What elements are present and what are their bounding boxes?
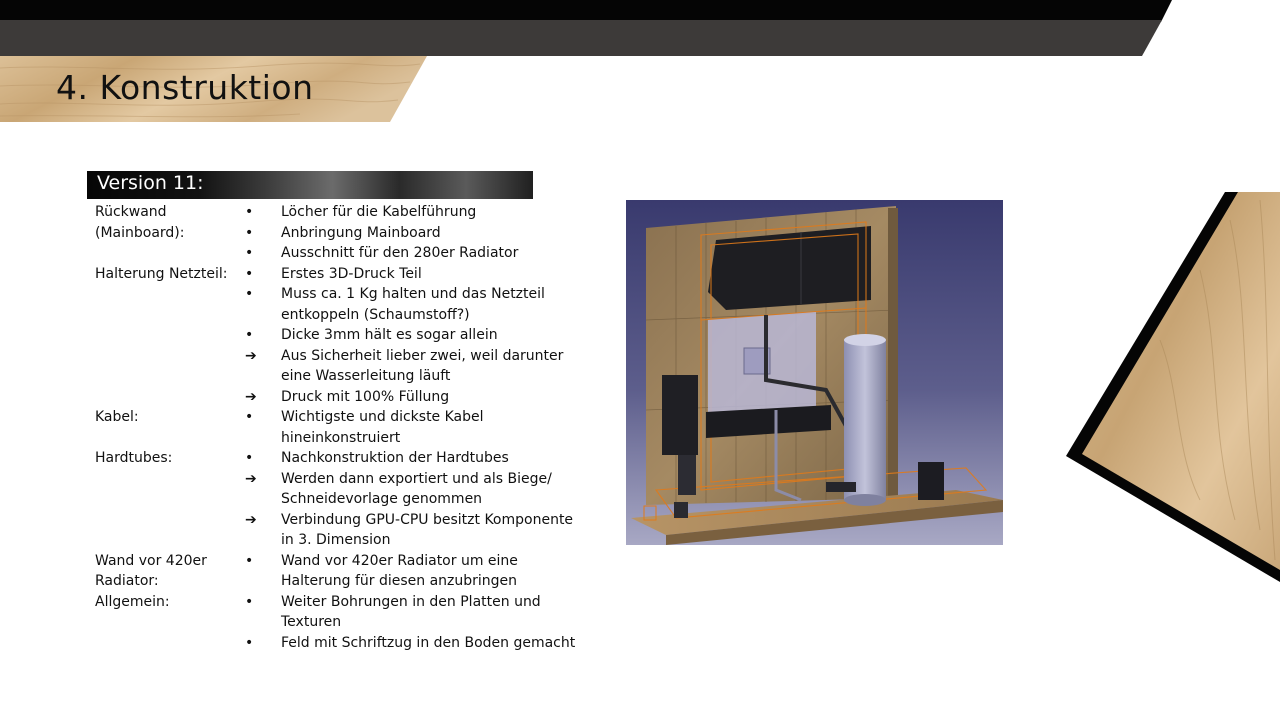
row-category — [95, 325, 245, 346]
content-row — [95, 571, 595, 592]
bullet-icon: • — [245, 204, 254, 220]
content-row — [95, 366, 595, 387]
bullet-placeholder — [245, 530, 281, 551]
content-row — [95, 223, 595, 244]
row-text: Halterung für diesen anzubringen — [281, 573, 518, 589]
row-category: Allgemein: — [95, 593, 170, 610]
content-row — [95, 407, 595, 428]
content-row — [95, 633, 595, 654]
row-text: Druck mit 100% Füllung — [281, 388, 450, 405]
arrow-icon: ➔ — [245, 470, 257, 487]
row-category — [95, 612, 245, 633]
bullet-icon: • — [245, 265, 254, 282]
content-row — [95, 592, 595, 613]
bullet-placeholder — [245, 612, 281, 633]
content-row — [95, 612, 595, 633]
row-text: Wichtigste und dickste Kabel — [281, 409, 484, 425]
row-text: Feld mit Schriftzug in den Boden gemacht — [281, 634, 576, 651]
arrow-icon: ➔ — [245, 347, 257, 364]
row-category — [95, 284, 245, 305]
content-row — [95, 448, 595, 469]
row-category — [95, 530, 245, 551]
arrow-icon: ➔ — [245, 511, 257, 528]
row-text: eine Wasserleitung läuft — [281, 368, 451, 384]
top-black-bar — [0, 0, 1280, 22]
content-row — [95, 243, 595, 264]
decorative-wood-triangle — [1060, 190, 1280, 590]
cad-render-image — [626, 200, 1003, 545]
content-row — [95, 530, 595, 551]
bullet-icon: • — [245, 593, 254, 610]
content-list — [95, 202, 595, 653]
row-text: Werden dann exportiert und als Biege/ — [281, 470, 552, 487]
bullet-icon: • — [245, 634, 254, 651]
row-text: Weiter Bohrungen in den Platten und — [281, 593, 541, 610]
content-row — [95, 305, 595, 326]
row-category — [95, 366, 245, 387]
row-text: Muss ca. 1 Kg halten und das Netzteil — [281, 286, 545, 302]
row-text: Verbindung GPU-CPU besitzt Komponente — [281, 511, 574, 528]
content-row — [95, 469, 595, 490]
top-gray-bar — [0, 20, 1280, 56]
content-row — [95, 551, 595, 572]
bullet-icon: • — [245, 552, 254, 569]
bullet-placeholder — [245, 489, 281, 510]
bullet-icon: • — [245, 224, 254, 241]
row-category: (Mainboard): — [95, 224, 185, 241]
content-row — [95, 387, 595, 408]
row-category — [95, 305, 245, 326]
bullet-placeholder — [245, 366, 281, 387]
row-category — [95, 489, 245, 510]
slide-title: 4. Konstruktion — [56, 68, 314, 107]
row-category — [95, 510, 245, 531]
row-category — [95, 387, 245, 408]
row-category — [95, 633, 245, 654]
bullet-icon: • — [245, 327, 254, 343]
row-category: Radiator: — [95, 573, 159, 589]
bullet-icon: • — [245, 245, 254, 261]
row-category — [95, 469, 245, 490]
content-row — [95, 428, 595, 449]
row-category: Wand vor 420er — [95, 552, 207, 569]
row-category: Hardtubes: — [95, 450, 173, 466]
bullet-placeholder — [245, 428, 281, 449]
content-row — [95, 346, 595, 367]
arrow-icon: ➔ — [245, 388, 257, 405]
content-row — [95, 284, 595, 305]
row-category: Halterung Netzteil: — [95, 265, 228, 282]
bullet-icon: • — [245, 409, 254, 425]
row-category — [95, 346, 245, 367]
row-text: Erstes 3D-Druck Teil — [281, 265, 422, 282]
content-row — [95, 325, 595, 346]
content-row — [95, 489, 595, 510]
row-text: in 3. Dimension — [281, 532, 391, 548]
row-text: Löcher für die Kabelführung — [281, 204, 477, 220]
content-row — [95, 202, 595, 223]
row-text: Nachkonstruktion der Hardtubes — [281, 450, 509, 466]
row-text: Wand vor 420er Radiator um eine — [281, 552, 518, 569]
content-row — [95, 264, 595, 285]
row-text: hineinkonstruiert — [281, 429, 401, 446]
bullet-icon: • — [245, 286, 254, 302]
content-row — [95, 510, 595, 531]
bullet-placeholder — [245, 305, 281, 326]
row-category — [95, 243, 245, 264]
bullet-placeholder — [245, 571, 281, 592]
row-text: Texturen — [281, 614, 342, 630]
version-label: Version 11: — [97, 172, 204, 194]
row-text: Schneidevorlage genommen — [281, 491, 483, 507]
row-category: Rückwand — [95, 204, 167, 220]
row-text: entkoppeln (Schaumstoff?) — [281, 306, 470, 323]
row-text: Ausschnitt für den 280er Radiator — [281, 245, 519, 261]
row-category: Kabel: — [95, 409, 139, 425]
row-text: Dicke 3mm hält es sogar allein — [281, 327, 498, 343]
row-category — [95, 428, 245, 449]
row-text: Aus Sicherheit lieber zwei, weil darunter — [281, 347, 564, 364]
row-text: Anbringung Mainboard — [281, 224, 441, 241]
bullet-icon: • — [245, 450, 254, 466]
version-label-box — [87, 171, 533, 199]
